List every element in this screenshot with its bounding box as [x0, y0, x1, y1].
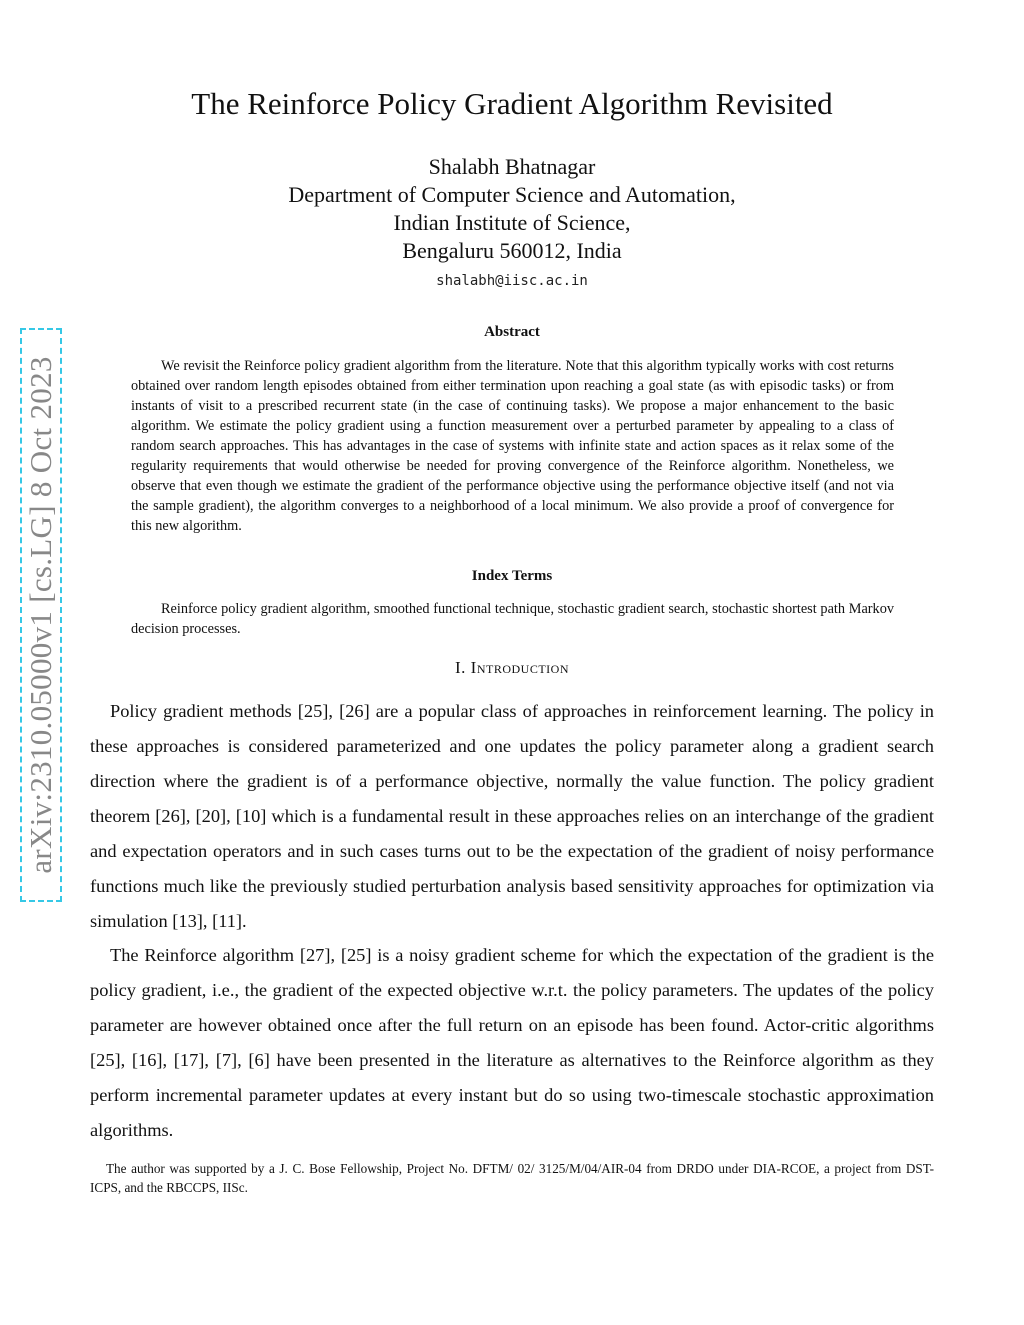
abstract-heading: Abstract — [484, 324, 540, 340]
paper-title: The Reinforce Policy Gradient Algorithm Revisited — [191, 86, 833, 121]
author-department: Department of Computer Science and Automation, — [288, 182, 736, 207]
section-title: Introduction — [470, 658, 569, 677]
abstract-text: We revisit the Reinforce policy gradient algorithm from the literature. Note that this algorithm typically works with cost returns obtained over random length episodes obtained from either termination upon reaching a goal state (as with episodic tasks) or from instants of visit to a prescribed recurrent state (in the case of continuing tasks). We propose a major enhancement to the basic algorithm. We estimate the policy gradient using a function measurement over a perturbed parameter by appealing to a class of random search approaches. This has advantages in the case of systems with infinite state and action spaces as it relax some of the regularity requirements that would otherwise be needed for proving convergence of the Reinforce algorithm. Nonetheless, we observe that even though we estimate the gradient of the performance objective using the performance objective itself (and not via the sample gradient), the algorithm converges to a neighborhood of a local minimum. We also provide a proof of convergence for this new algorithm. — [131, 358, 894, 534]
author-institute: Indian Institute of Science, — [393, 210, 631, 235]
section-heading — [0, 658, 1024, 678]
body-paragraph: The Reinforce algorithm [27], [25] is a noisy gradient scheme for which the expectation of the gradient is the policy gradient, i.e., the gradient of the expected objective w.r.t. the policy parameters. The updates of the policy parameter are however obtained once after the full return on an episode has been found. Actor-critic algorithms [25], [16], [17], [7], [6] have been presented in the literature as alternatives to the Reinforce algorithm as they perform incremental parameter updates at every instant but do so using two-timescale stochastic approximation algorithms. — [90, 945, 934, 1140]
arxiv-stamp — [20, 328, 62, 902]
index-terms-text: Reinforce policy gradient algorithm, smoothed functional technique, stochastic gradient search, stochastic shortest path Markov decision processes. — [131, 601, 894, 637]
author-name: Shalabh Bhatnagar — [428, 154, 596, 179]
section-number: I. — [455, 658, 466, 677]
arxiv-identifier: arXiv:2310.05000v1 [cs.LG] 8 Oct 2023 — [23, 356, 58, 874]
author-location: Bengaluru 560012, India — [402, 238, 622, 263]
author-email[interactable]: shalabh@iisc.ac.in — [436, 273, 588, 289]
index-terms-heading: Index Terms — [471, 568, 553, 584]
body-paragraph: Policy gradient methods [25], [26] are a popular class of approaches in reinforcement learning. The policy in these approaches is considered parameterized and one updates the policy parameter along a gradient search direction where the gradient is of a performance objective, normally the value function. The policy gradient theorem [26], [20], [10] which is a fundamental result in these approaches relies on an interchange of the gradient and expectation operators and in such cases turns out to be the expectation of the gradient of noisy performance functions much like the previously studied perturbation analysis based sensitivity approaches for optimization via simulation [13], [11]. — [90, 701, 934, 931]
author-block — [0, 153, 1024, 293]
footnote: The author was supported by a J. C. Bose Fellowship, Project No. DFTM/ 02/ 3125/M/04/AIR-04 from DRDO under DIA-RCOE, a project from DST-ICPS, and the RBCCPS, IISc. — [90, 1161, 934, 1195]
